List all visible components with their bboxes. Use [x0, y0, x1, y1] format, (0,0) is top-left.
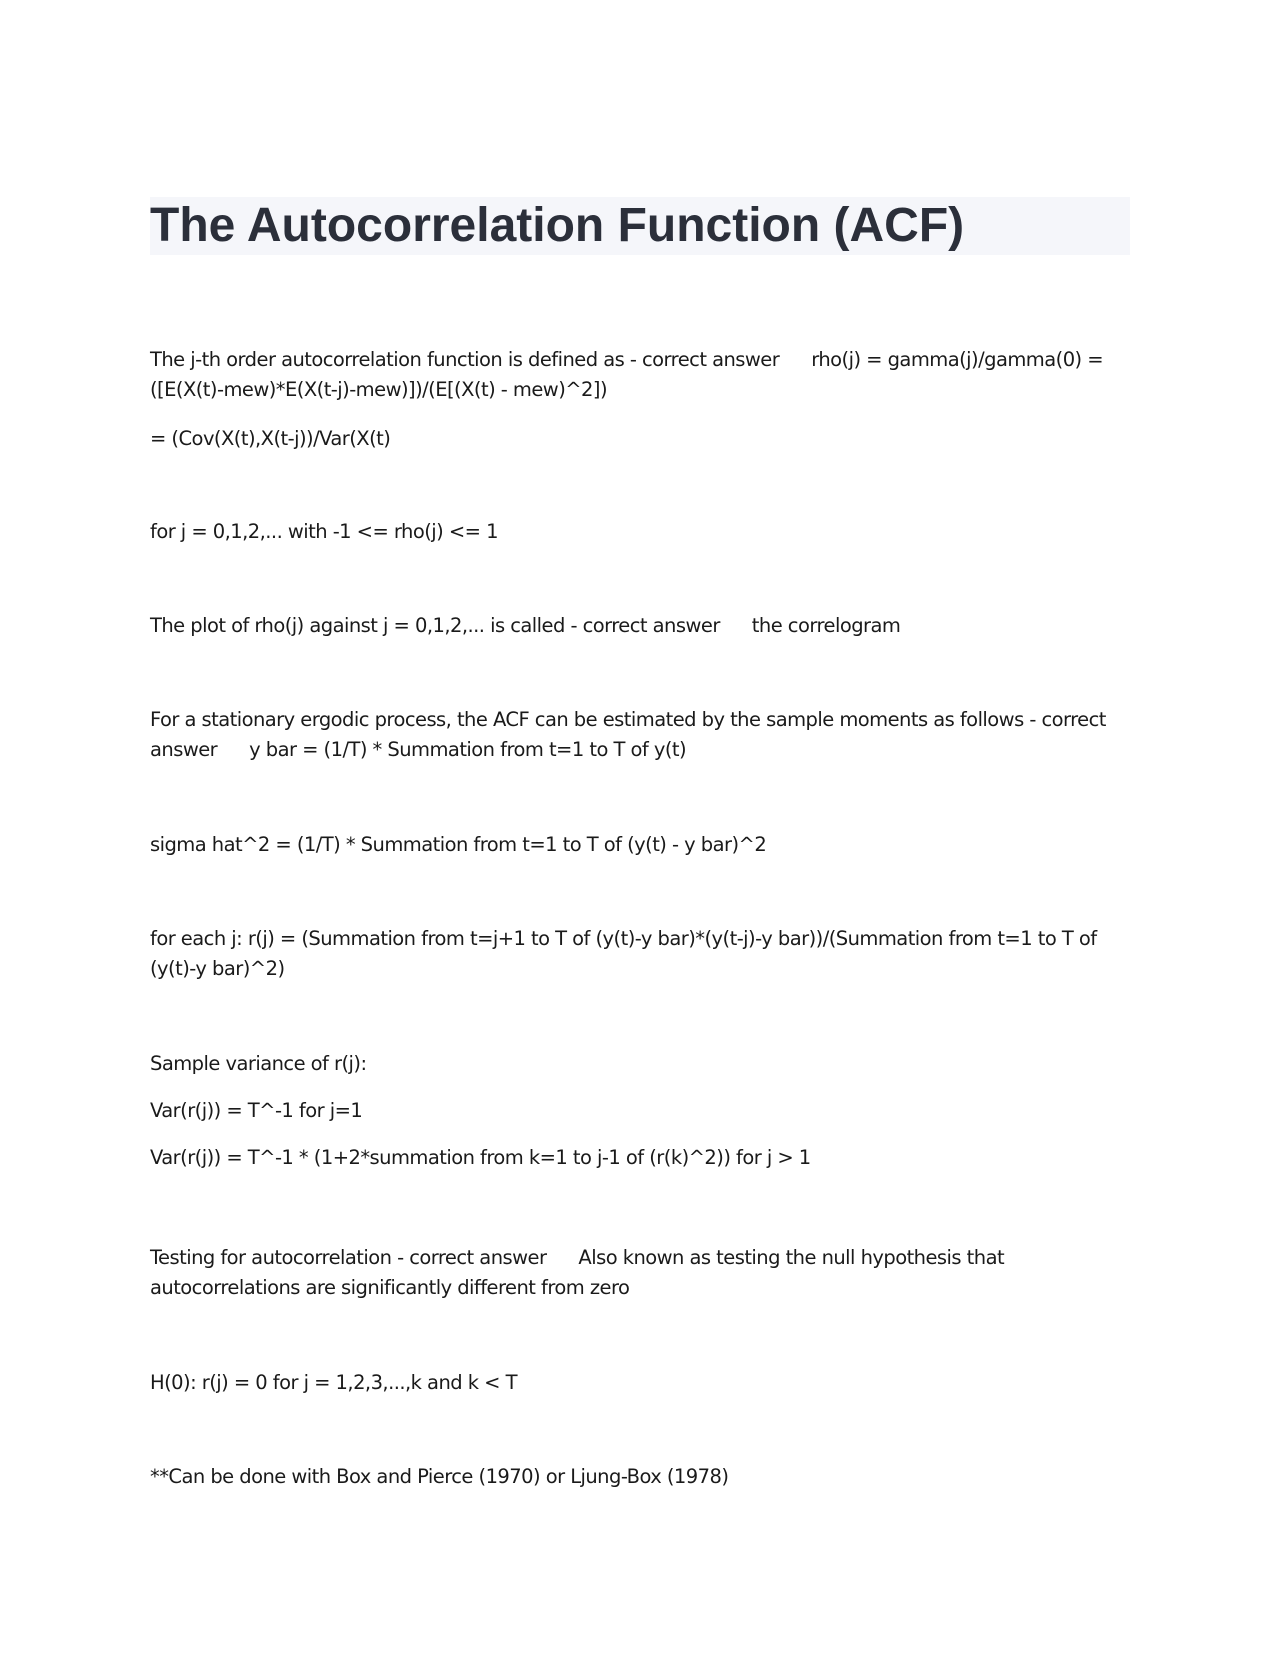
text-line-2: = (Cov(X(t),X(t-j))/Var(X(t)	[150, 427, 391, 450]
question-text: For a stationary ergodic process, the ACF can be estimated by the sample moments as follows - correct answer	[150, 708, 1112, 761]
text-line-3: for j = 0,1,2,... with -1 <= rho(j) <= 1	[150, 520, 498, 543]
text-line-6: sigma hat^2 = (1/T) * Summation from t=1 to T of (y(t) - y bar)^2	[150, 833, 767, 856]
qa-item-11	[150, 1243, 1120, 1303]
qa-item-4	[150, 611, 1120, 641]
text-line-9: Var(r(j)) = T^-1 for j=1	[150, 1099, 363, 1122]
question-text: The j-th order autocorrelation function is defined as - correct answer	[150, 348, 780, 371]
question-text: Testing for autocorrelation - correct answer	[150, 1246, 547, 1269]
answer-text: y bar = (1/T) * Summation from t=1 to T of y(t)	[249, 738, 687, 761]
answer-text: rho(j) = gamma(j)/gamma(0) = ([E(X(t)-mew)*E(X(t-j)-mew)])/(E[(X(t) - mew)^2])	[150, 348, 1109, 401]
text-line-10: Var(r(j)) = T^-1 * (1+2*summation from k=1 to j-1 of (r(k)^2)) for j > 1	[150, 1146, 811, 1169]
text-line-8: Sample variance of r(j):	[150, 1052, 367, 1075]
question-text: The plot of rho(j) against j = 0,1,2,... is called - correct answer	[150, 614, 720, 637]
answer-text: the correlogram	[751, 614, 901, 637]
qa-item-5	[150, 705, 1120, 765]
text-line-7: for each j: r(j) = (Summation from t=j+1 to T of (y(t)-y bar)*(y(t-j)-y bar))/(Summation from t=1 to T of (y(t)-y bar)^2)	[150, 927, 1103, 980]
text-line-13: **Can be done with Box and Pierce (1970) or Ljung-Box (1978)	[150, 1465, 729, 1488]
answer-text: Also known as testing the null hypothesis that autocorrelations are significantly different from zero	[150, 1246, 1010, 1299]
text-line-12: H(0): r(j) = 0 for j = 1,2,3,...,k and k < T	[150, 1371, 517, 1394]
qa-item-1	[150, 345, 1120, 405]
page-title: The Autocorrelation Function (ACF)	[150, 199, 965, 252]
